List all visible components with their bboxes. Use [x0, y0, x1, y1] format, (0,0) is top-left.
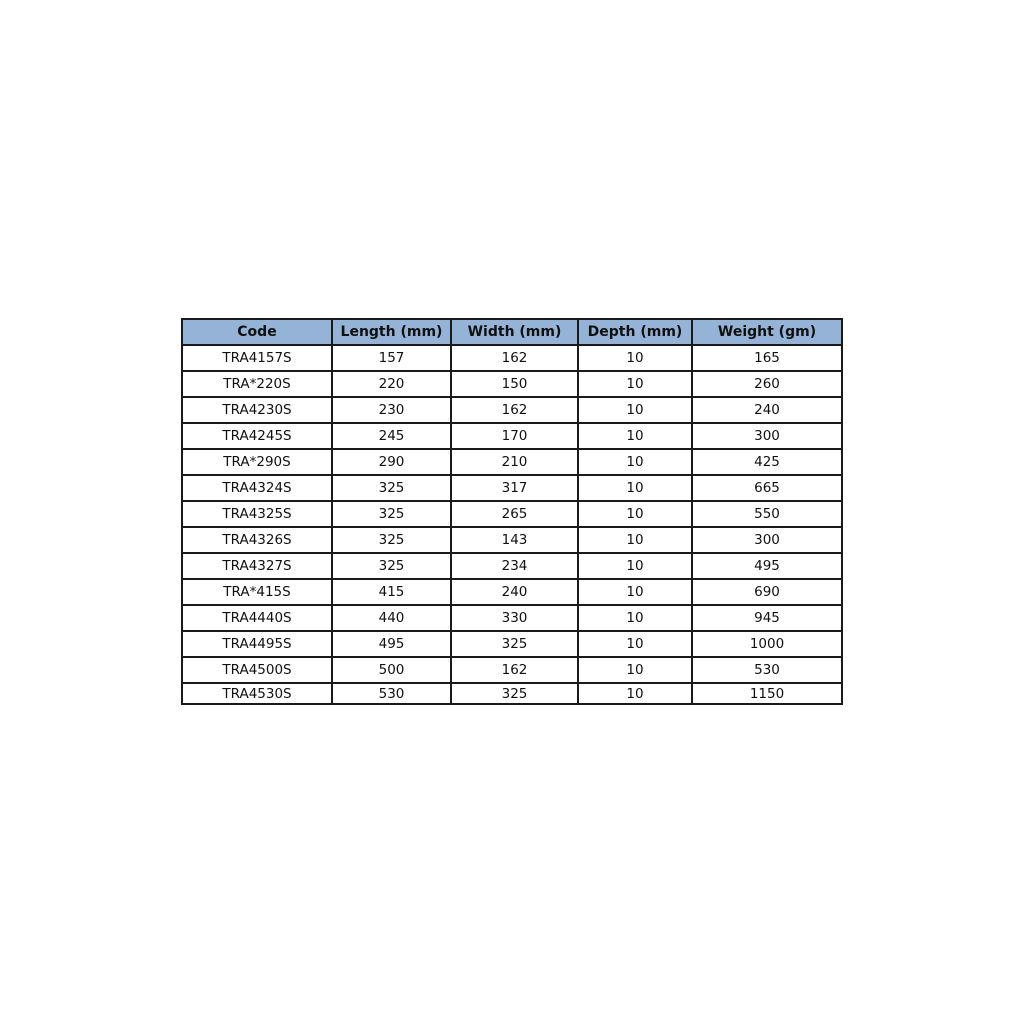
cell-length: 325	[332, 501, 451, 527]
cell-width: 240	[451, 579, 578, 605]
cell-length: 245	[332, 423, 451, 449]
cell-width: 325	[451, 631, 578, 657]
cell-weight: 165	[692, 345, 842, 371]
cell-length: 495	[332, 631, 451, 657]
cell-width: 210	[451, 449, 578, 475]
cell-code: TRA4326S	[182, 527, 332, 553]
cell-depth: 10	[578, 605, 692, 631]
cell-weight: 300	[692, 527, 842, 553]
cell-length: 440	[332, 605, 451, 631]
cell-depth: 10	[578, 657, 692, 683]
cell-length: 290	[332, 449, 451, 475]
cell-weight: 550	[692, 501, 842, 527]
table-body	[182, 345, 842, 704]
column-header-length: Length (mm)	[332, 319, 451, 345]
cell-weight: 495	[692, 553, 842, 579]
cell-width: 317	[451, 475, 578, 501]
cell-width: 150	[451, 371, 578, 397]
table-row	[182, 371, 842, 397]
cell-depth: 10	[578, 449, 692, 475]
cell-width: 162	[451, 345, 578, 371]
cell-code: TRA4327S	[182, 553, 332, 579]
cell-weight: 530	[692, 657, 842, 683]
cell-weight: 260	[692, 371, 842, 397]
table-row	[182, 683, 842, 704]
cell-weight: 690	[692, 579, 842, 605]
cell-width: 143	[451, 527, 578, 553]
cell-width: 325	[451, 683, 578, 704]
cell-code: TRA4440S	[182, 605, 332, 631]
cell-code: TRA4530S	[182, 683, 332, 704]
cell-weight: 240	[692, 397, 842, 423]
cell-depth: 10	[578, 397, 692, 423]
table-row	[182, 475, 842, 501]
cell-depth: 10	[578, 553, 692, 579]
cell-width: 234	[451, 553, 578, 579]
cell-code: TRA4157S	[182, 345, 332, 371]
table-row	[182, 553, 842, 579]
cell-depth: 10	[578, 501, 692, 527]
table-row	[182, 605, 842, 631]
column-header-code: Code	[182, 319, 332, 345]
table-row	[182, 631, 842, 657]
cell-code: TRA*290S	[182, 449, 332, 475]
cell-depth: 10	[578, 579, 692, 605]
cell-weight: 665	[692, 475, 842, 501]
cell-length: 415	[332, 579, 451, 605]
table-row	[182, 527, 842, 553]
table-header	[182, 319, 842, 345]
cell-weight: 1000	[692, 631, 842, 657]
column-header-depth: Depth (mm)	[578, 319, 692, 345]
cell-code: TRA4230S	[182, 397, 332, 423]
column-header-weight: Weight (gm)	[692, 319, 842, 345]
header-row	[182, 319, 842, 345]
cell-depth: 10	[578, 527, 692, 553]
cell-width: 330	[451, 605, 578, 631]
cell-length: 500	[332, 657, 451, 683]
cell-depth: 10	[578, 345, 692, 371]
cell-code: TRA*220S	[182, 371, 332, 397]
cell-length: 325	[332, 475, 451, 501]
cell-width: 162	[451, 397, 578, 423]
cell-depth: 10	[578, 423, 692, 449]
cell-length: 230	[332, 397, 451, 423]
cell-length: 325	[332, 553, 451, 579]
cell-length: 325	[332, 527, 451, 553]
cell-length: 530	[332, 683, 451, 704]
table-row	[182, 657, 842, 683]
cell-weight: 945	[692, 605, 842, 631]
cell-width: 162	[451, 657, 578, 683]
table-row	[182, 397, 842, 423]
cell-weight: 300	[692, 423, 842, 449]
cell-depth: 10	[578, 475, 692, 501]
cell-length: 220	[332, 371, 451, 397]
cell-depth: 10	[578, 371, 692, 397]
table-row	[182, 501, 842, 527]
column-header-width: Width (mm)	[451, 319, 578, 345]
cell-code: TRA4245S	[182, 423, 332, 449]
table-row	[182, 449, 842, 475]
product-spec-table	[181, 318, 843, 705]
cell-depth: 10	[578, 683, 692, 704]
cell-weight: 1150	[692, 683, 842, 704]
cell-length: 157	[332, 345, 451, 371]
table-row	[182, 345, 842, 371]
cell-width: 265	[451, 501, 578, 527]
cell-width: 170	[451, 423, 578, 449]
cell-code: TRA4495S	[182, 631, 332, 657]
cell-code: TRA4500S	[182, 657, 332, 683]
cell-depth: 10	[578, 631, 692, 657]
cell-code: TRA*415S	[182, 579, 332, 605]
cell-code: TRA4325S	[182, 501, 332, 527]
table-row	[182, 423, 842, 449]
cell-code: TRA4324S	[182, 475, 332, 501]
cell-weight: 425	[692, 449, 842, 475]
table-row	[182, 579, 842, 605]
